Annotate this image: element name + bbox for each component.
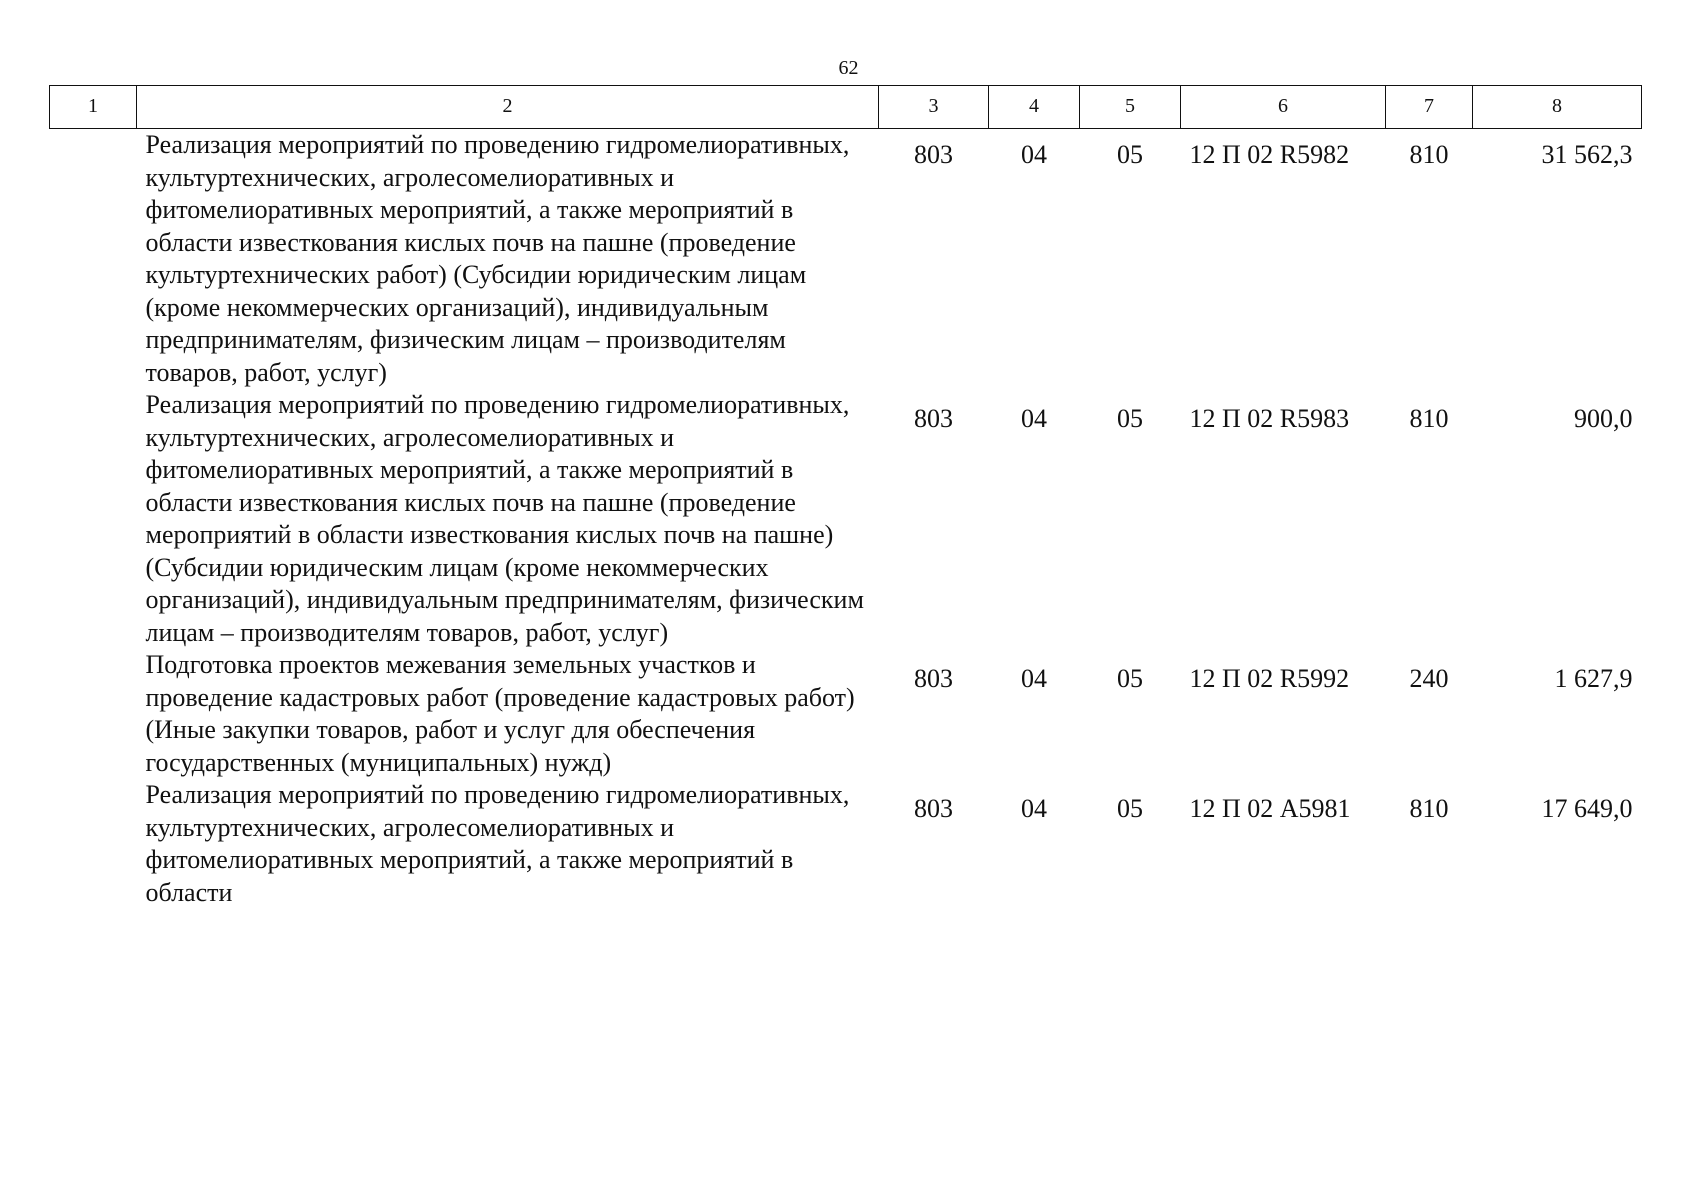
row-amount: 31 562,3 bbox=[1541, 140, 1633, 169]
row-col-1 bbox=[50, 389, 137, 649]
budget-table bbox=[49, 85, 1642, 909]
row-col-7: 810 bbox=[1409, 404, 1449, 433]
row-col-6: 12 П 02 А5981 bbox=[1189, 794, 1351, 823]
row-amount: 900,0 bbox=[1574, 404, 1633, 433]
row-col-1 bbox=[50, 779, 137, 909]
row-description: Подготовка проектов межевания земельных участков и проведение кадастровых работ (проведение кадастровых работ) (Иные закупки товаров, работ и услуг для обеспечения государственных (муниципальных) нужд) bbox=[145, 650, 855, 777]
page-number: 62 bbox=[838, 57, 859, 79]
row-col-5: 05 bbox=[1117, 794, 1143, 823]
table-row bbox=[50, 779, 1642, 909]
row-description: Реализация мероприятий по проведению гидромелиоративных, культуртехнических, агролесомелиоративных и фитомелиоративных мероприятий, а также мероприятий в области известкования кислых почв на пашне (проведение культуртехнических работ) (Субсидии юридическим лицам (кроме некоммерческих организаций), индивидуальным предпринимателям, физическим лицам – производителям товаров, работ, услуг) bbox=[145, 130, 850, 387]
row-col-6: 12 П 02 R5982 bbox=[1189, 140, 1350, 169]
row-col-3: 803 bbox=[914, 404, 953, 433]
header-col-7: 7 bbox=[1386, 86, 1473, 129]
table-row bbox=[50, 129, 1642, 390]
row-col-1 bbox=[50, 129, 137, 390]
row-col-3: 803 bbox=[914, 140, 953, 169]
row-col-4: 04 bbox=[1021, 794, 1047, 823]
row-col-7: 240 bbox=[1409, 664, 1449, 693]
row-amount: 1 627,9 bbox=[1554, 664, 1633, 693]
row-col-5: 05 bbox=[1117, 664, 1143, 693]
header-col-5: 5 bbox=[1080, 86, 1181, 129]
row-col-6: 12 П 02 R5992 bbox=[1189, 664, 1350, 693]
row-col-3: 803 bbox=[914, 794, 953, 823]
row-description: Реализация мероприятий по проведению гидромелиоративных, культуртехнических, агролесомелиоративных и фитомелиоративных мероприятий, а также мероприятий в области известкования кислых почв на пашне (проведение мероприятий в области известкования кислых почв на пашне) (Субсидии юридическим лицам (кроме некоммерческих организаций), индивидуальным предпринимателям, физическим лицам – производителям товаров, работ, услуг) bbox=[145, 390, 864, 647]
header-col-1: 1 bbox=[50, 86, 137, 129]
table-row bbox=[50, 649, 1642, 779]
header-col-3: 3 bbox=[879, 86, 989, 129]
header-col-8: 8 bbox=[1473, 86, 1642, 129]
header-col-4: 4 bbox=[989, 86, 1080, 129]
row-col-1 bbox=[50, 649, 137, 779]
row-col-7: 810 bbox=[1409, 140, 1449, 169]
row-col-5: 05 bbox=[1117, 140, 1143, 169]
header-row bbox=[50, 86, 1642, 129]
table-row bbox=[50, 389, 1642, 649]
row-col-7: 810 bbox=[1409, 794, 1449, 823]
row-col-6: 12 П 02 R5983 bbox=[1189, 404, 1350, 433]
header-col-6: 6 bbox=[1181, 86, 1386, 129]
row-col-4: 04 bbox=[1021, 404, 1047, 433]
row-col-4: 04 bbox=[1021, 140, 1047, 169]
row-amount: 17 649,0 bbox=[1541, 794, 1633, 823]
row-col-5: 05 bbox=[1117, 404, 1143, 433]
header-col-2: 2 bbox=[137, 86, 879, 129]
row-description: Реализация мероприятий по проведению гидромелиоративных, культуртехнических, агролесомелиоративных и фитомелиоративных мероприятий, а также мероприятий в области bbox=[145, 780, 850, 907]
row-col-4: 04 bbox=[1021, 664, 1047, 693]
row-col-3: 803 bbox=[914, 664, 953, 693]
